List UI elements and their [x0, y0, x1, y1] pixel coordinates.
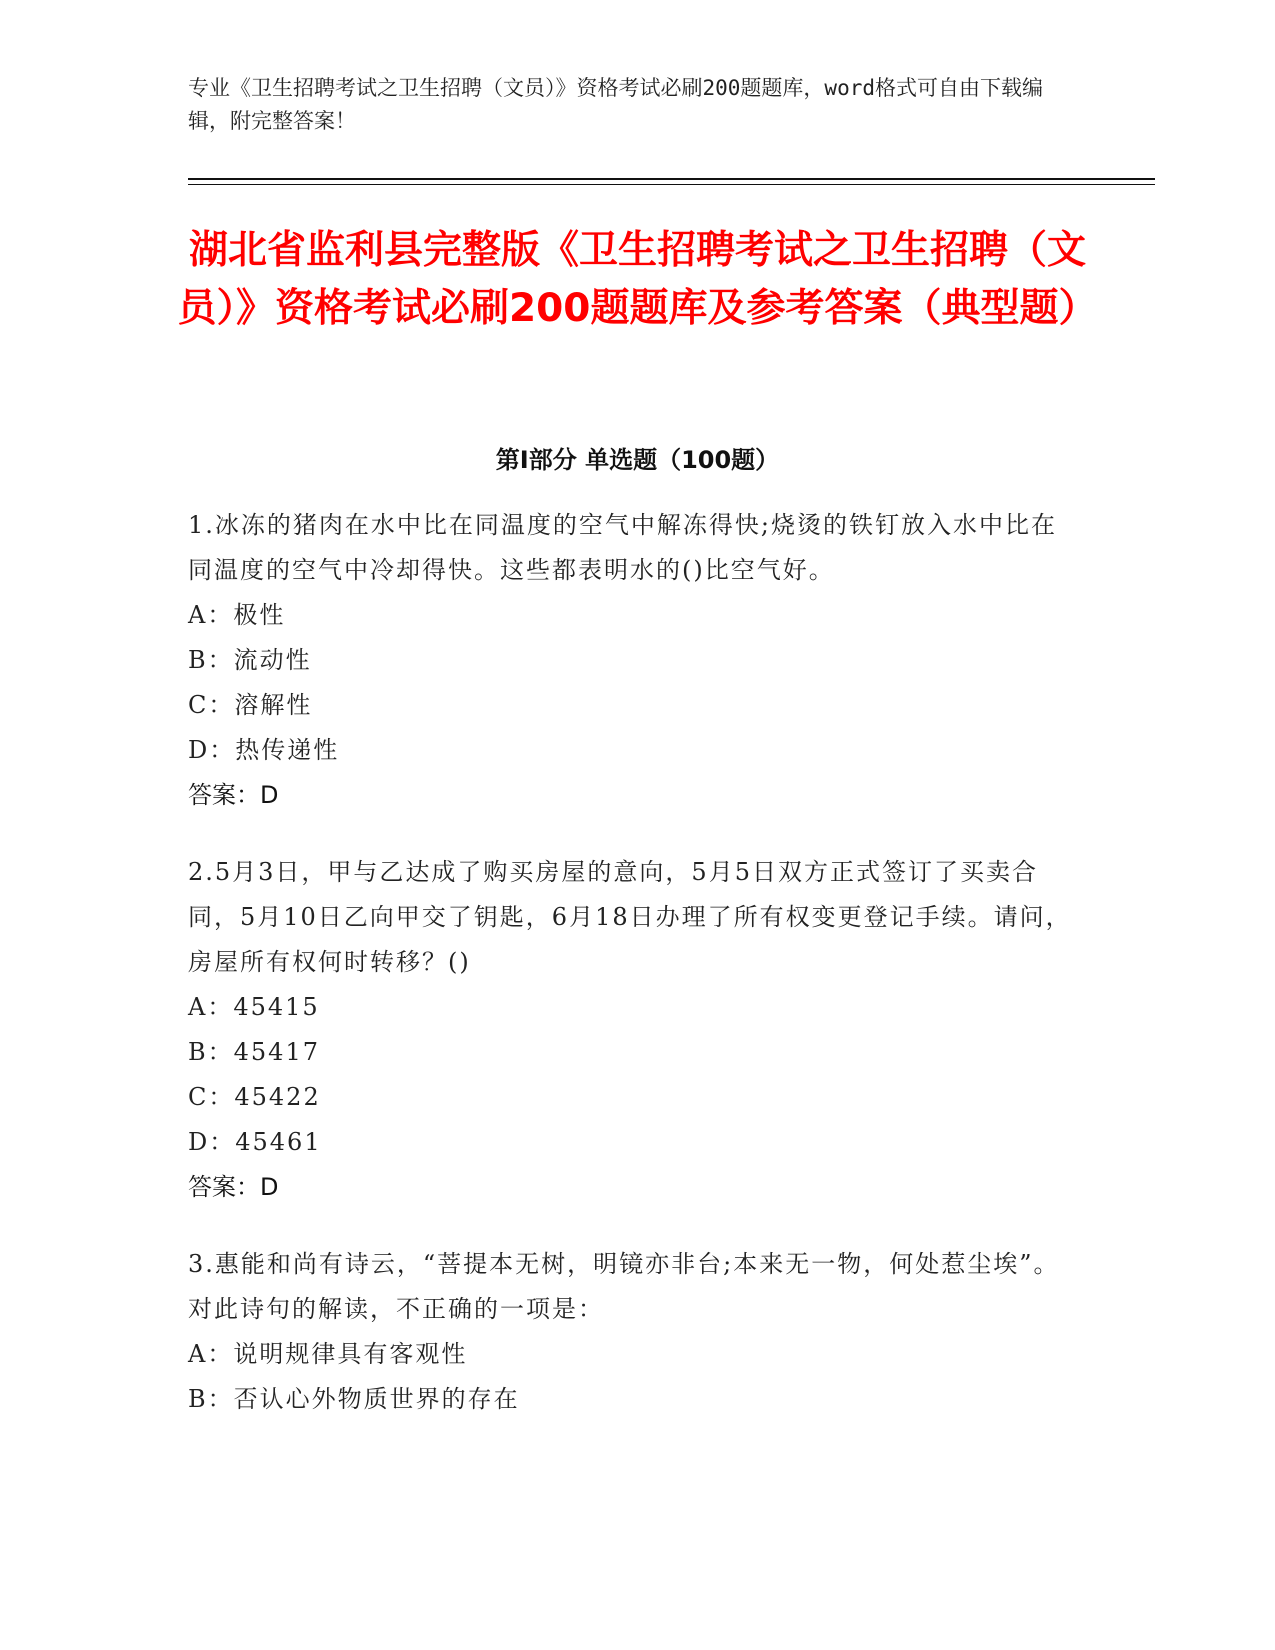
- question-text: 1.冰冻的猪肉在水中比在同温度的空气中解冻得快;烧烫的铁钉放入水中比在同温度的空气中冷却得快。这些都表明水的()比空气好。: [188, 511, 1057, 584]
- option-b: B：45417: [188, 1038, 320, 1066]
- header-divider-thin: [188, 184, 1155, 185]
- option-c: C：45422: [188, 1083, 321, 1111]
- section-title: 第Ⅰ部分 单选题（100题）: [495, 446, 780, 474]
- question-text: 2.5月3日，甲与乙达成了购买房屋的意向，5月5日双方正式签订了买卖合同，5月10日乙向甲交了钥匙，6月18日办理了所有权变更登记手续。请问，房屋所有权何时转移？(): [188, 858, 1072, 976]
- header-divider: [188, 178, 1155, 180]
- document-title: 湖北省监利县完整版《卫生招聘考试之卫生招聘（文员）》资格考试必刷200题题库及参考答案（典型题）: [177, 228, 1098, 331]
- option-b: B：流动性: [188, 646, 312, 674]
- question-2: [188, 850, 1078, 1210]
- question-text: 3.惠能和尚有诗云，“菩提本无树，明镜亦非台;本来无一物，何处惹尘埃”。对此诗句的解读，不正确的一项是：: [188, 1250, 1060, 1323]
- option-d: D：热传递性: [188, 736, 340, 764]
- header-note: 专业《卫生招聘考试之卫生招聘（文员）》资格考试必刷200题题库，word格式可自由下载编辑，附完整答案！: [188, 76, 1043, 133]
- answer: 答案：D: [188, 781, 279, 809]
- option-c: C：溶解性: [188, 691, 313, 719]
- option-a: A：说明规律具有客观性: [188, 1340, 468, 1368]
- option-a: A：极性: [188, 601, 286, 629]
- option-b: B：否认心外物质世界的存在: [188, 1385, 520, 1413]
- option-d: D：45461: [188, 1128, 322, 1156]
- question-1: [188, 503, 1078, 818]
- answer: 答案：D: [188, 1173, 279, 1201]
- question-3: [188, 1242, 1078, 1422]
- option-a: A：45415: [188, 993, 320, 1021]
